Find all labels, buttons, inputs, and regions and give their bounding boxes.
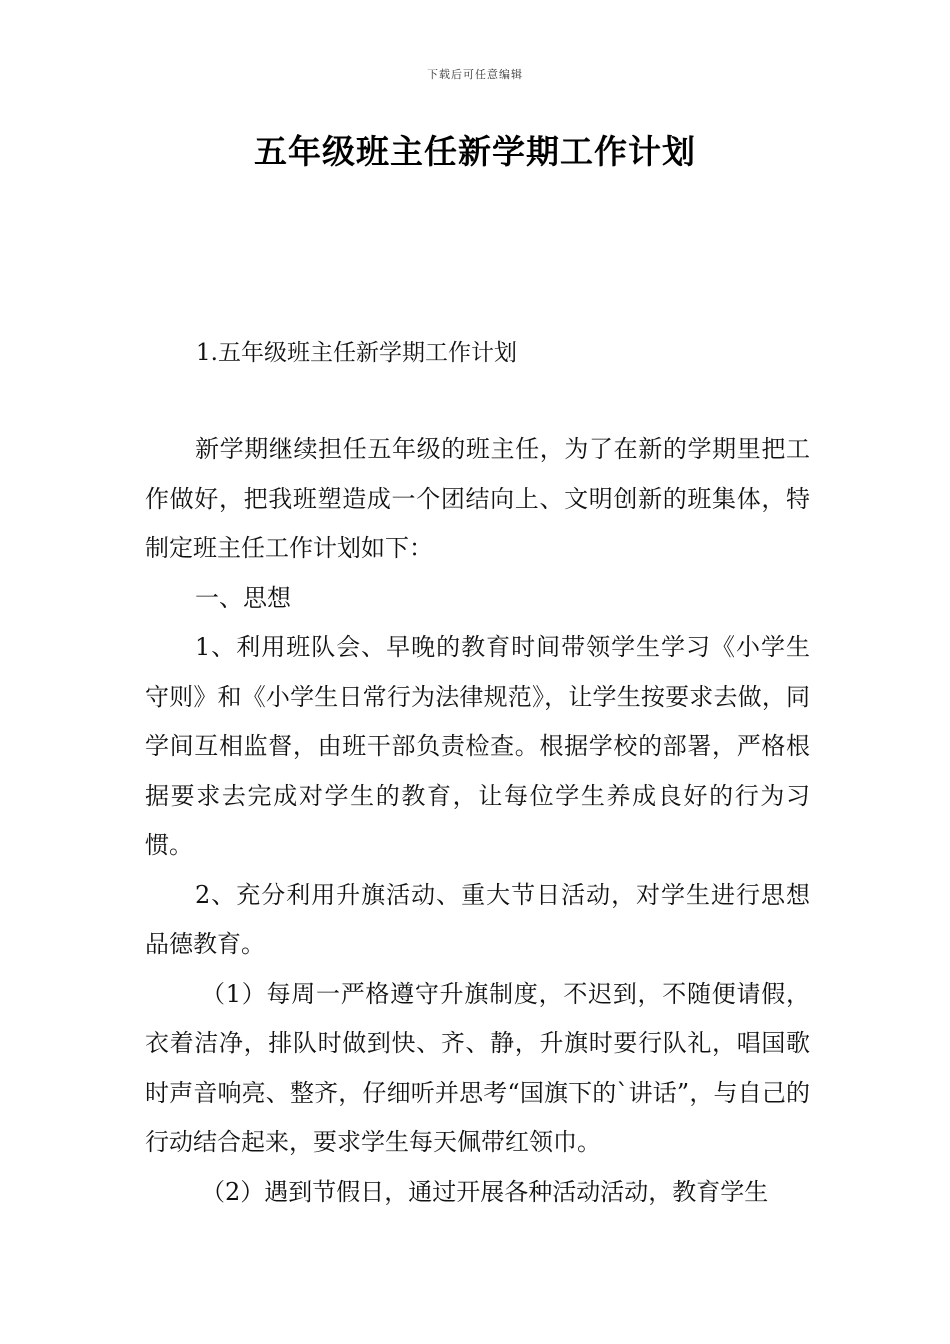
header-note: 下载后可任意编辑 <box>427 68 523 81</box>
document-title: 五年级班主任新学期工作计划 <box>254 132 696 171</box>
body-text <box>145 425 810 1217</box>
paragraph-item-2: 2、充分利用升旗活动、重大节日活动，对学生进行思想品德教育。 <box>145 880 810 958</box>
paragraph-intro: 新学期继续担任五年级的班主任，为了在新的学期里把工作做好，把我班塑造成一个团结向上、文明创新的班集体，特制定班主任工作计划如下： <box>145 435 810 562</box>
paragraph-subitem-2: （2）遇到节假日，通过开展各种活动活动，教育学生 <box>201 1177 769 1206</box>
section-heading: 1.五年级班主任新学期工作计划 <box>196 340 517 366</box>
paragraph-heading-thought: 一、思想 <box>195 583 291 612</box>
paragraph-item-1: 1、利用班队会、早晚的教育时间带领学生学习《小学生守则》和《小学生日常行为法律规范》，让学生按要求去做，同学间互相监督，由班干部负责检查。根据学校的部署，严格根据要求去完成对学生的教育，让每位学生养成良好的行为习惯。 <box>145 633 810 859</box>
paragraph-subitem-1: （1）每周一严格遵守升旗制度，不迟到，不随便请假，衣着洁净，排队时做到快、齐、静，升旗时要行队礼，唱国歌时声音响亮、整齐，仔细听并思考“国旗下的`讲话”，与自己的行动结合起来，要求学生每天佩带红领巾。 <box>145 979 810 1156</box>
